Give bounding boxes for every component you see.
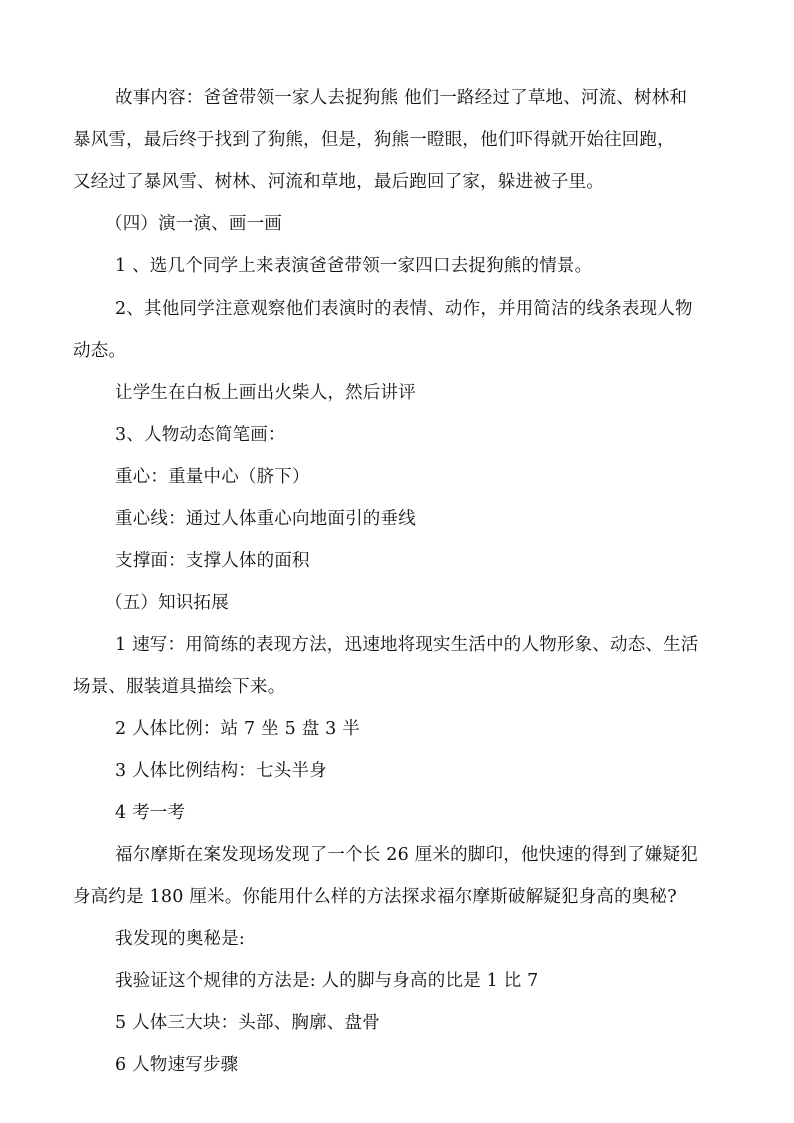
- item-1-line: 1 、选几个同学上来表演爸爸带领一家四口去捉狗熊的情景。: [115, 256, 593, 276]
- three-blocks-line: 5 人体三大块：头部、胸廓、盘骨: [115, 1013, 380, 1033]
- discovery-line: 我发现的奥秘是:: [115, 929, 245, 949]
- center-of-gravity-line: 重心：重量中心（脐下）: [115, 467, 310, 487]
- verification-line: 我验证这个规律的方法是: 人的脚与身高的比是 1 比 7: [115, 971, 539, 991]
- sketch-steps-line: 6 人物速写步骤: [115, 1055, 239, 1075]
- body-proportion-line: 2 人体比例：站 7 坐 5 盘 3 半: [115, 719, 360, 739]
- proportion-structure-line: 3 人体比例结构：七头半身: [115, 761, 327, 781]
- story-line-3: 又经过了暴风雪、树林、河流和草地，最后跑回了家，躲进被子里。: [73, 172, 604, 192]
- quiz-heading-line: 4 考一考: [115, 803, 186, 823]
- sketch-line-2: 场景、服装道具描绘下来。: [73, 677, 286, 697]
- item-2-line-1: 2、其他同学注意观察他们表演时的表情、动作，并用简洁的线条表现人物: [115, 299, 693, 319]
- story-line-2: 暴风雪，最后终于找到了狗熊，但是，狗熊一瞪眼，他们吓得就开始往回跑，: [73, 130, 675, 150]
- gravity-line-line: 重心线：通过人体重心向地面引的垂线: [115, 509, 416, 529]
- item-2-line-2: 动态。: [73, 341, 127, 361]
- section-heading-4: （四）演一演、画一画: [105, 214, 282, 234]
- section-heading-5: （五）知识拓展: [105, 593, 229, 613]
- holmes-line-1: 福尔摩斯在案发现场发现了一个长 26 厘米的脚印，他快速的得到了嫌疑犯: [115, 845, 698, 865]
- support-surface-line: 支撑面：支撑人体的面积: [115, 551, 310, 571]
- whiteboard-line: 让学生在白板上画出火柴人，然后讲评: [115, 383, 416, 403]
- holmes-line-2: 身高约是 180 厘米。你能用什么样的方法探求福尔摩斯破解疑犯身高的奥秘?: [73, 887, 677, 907]
- item-3-line: 3、人物动态简笔画：: [115, 425, 286, 445]
- sketch-line-1: 1 速写：用简练的表现方法，迅速地将现实生活中的人物形象、动态、生活: [115, 635, 699, 655]
- story-line-1: 故事内容：爸爸带领一家人去捉狗熊 他们一路经过了草地、河流、树林和: [115, 88, 688, 108]
